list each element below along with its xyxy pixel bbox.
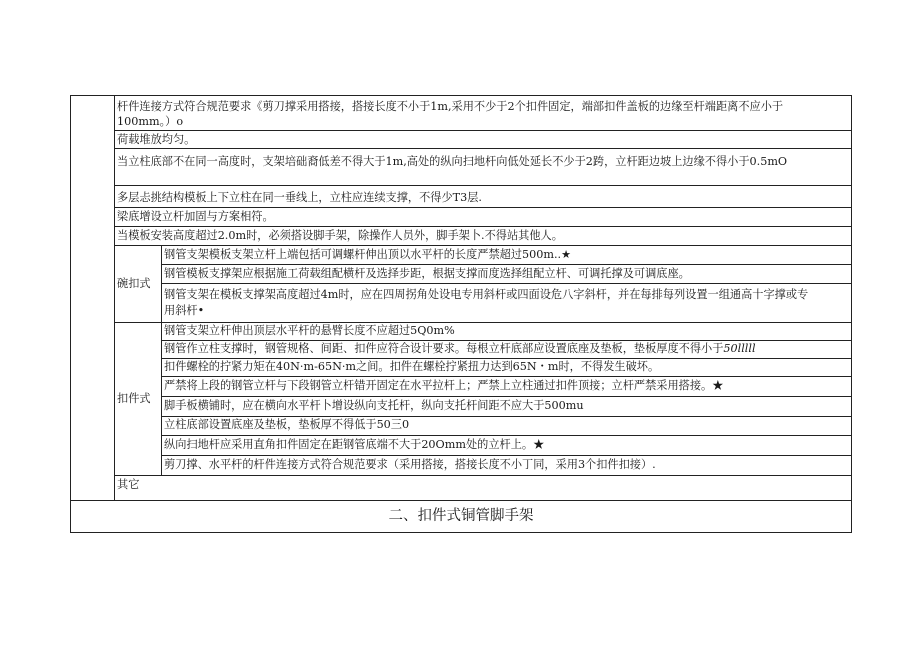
group-divider — [114, 475, 852, 476]
table-row: 钢管模板支撑架应根据施工荷载组配横杆及选择步距，根据支撑而度选择组配立杆、可调托撑及可调底座。 — [164, 267, 690, 280]
group-label-other: 其它 — [117, 478, 140, 491]
table-row: 当模板安装高度超过2.0m时，必须搭设脚手架，除操作人员外，脚手架卜.不得站其他人。 — [117, 229, 563, 242]
table-row: 当立柱底部不在同一高度时，支架培础裔低差不得大于1m,高处的纵向扫地杆向低处延长不少于2跨，立杆距边坡上边缘不得小于0.5mO — [117, 155, 788, 168]
table-col-divider-inner — [161, 245, 162, 475]
section-title: 二、扣件式铜管脚手架 — [388, 508, 534, 524]
row-divider — [114, 130, 852, 131]
row-suffix: 50lllll — [723, 342, 756, 355]
table-row: 钢管支架立杆伸出顶层水平杆的悬臂长度不应超过5Q0m% — [164, 324, 455, 337]
table-row: 钢管支架模板支架立杆上端包括可调螺杆伸出顶以水平杆的长度严禁超过500m..★ — [164, 248, 572, 261]
table-col-divider-left — [114, 95, 115, 501]
table-row: 立柱底部设置底座及垫板，垫板厚不得低于50三0 — [164, 418, 410, 431]
table-row: 多层忐挑结构模板上下立柱在同一垂线上，立柱应连续支撑，不得少T3层. — [117, 191, 482, 204]
table-row: 钢管支架在模板支撑架高度超过4m时，应在四周拐角处设电专用斜杆或四面设危八字斜杆，并在每排每列设置一组通高十字撑或专 — [164, 288, 809, 301]
table-row: 杆件连接方式符合规范要求《剪刀撑采用搭接，搭接长度不小于1m,采用不少于2个扣件固定，端部扣件盖板的边缘至杆端距离不应小于 — [117, 100, 784, 113]
row-divider — [114, 148, 852, 149]
row-divider — [114, 207, 852, 208]
table-row: 剪刀撑、水平杆的杆件连接方式符合规范要求（采用搭接，搭接长度不小丁同，采用3个扣件扣接）. — [164, 458, 656, 471]
group-divider — [114, 322, 852, 323]
table-row: 严禁将上段的钢管立杆与下段钢管立杆错开固定在水平拉杆上；严禁上立柱通过扣件顶接；立杆严禁采用搭接。★ — [164, 379, 724, 392]
row-divider — [161, 340, 852, 341]
group-label-koujian: 扣件式 — [117, 392, 151, 405]
table-row: 扣件螺栓的拧紧力矩在40N·m-65N·m之间。扣件在螺栓拧紧扭力达到65N・m时，不得发生破坏。 — [164, 360, 660, 373]
row-divider — [161, 264, 852, 265]
row-divider — [161, 396, 852, 397]
table-row — [164, 342, 756, 356]
table-row: 纵向扫地杆应采用直角扣件固定在距钢管底端不大于20Omm处的立杆上。★ — [164, 438, 545, 451]
table-row: 梁底增设立杆加固与方案相符。 — [117, 210, 274, 223]
row-divider — [114, 185, 852, 186]
row-divider — [161, 358, 852, 359]
group-label-wankou: 碗扣式 — [117, 277, 151, 290]
row-divider — [161, 455, 852, 456]
row-divider — [161, 416, 852, 417]
row-divider — [161, 283, 852, 284]
table-row: 用斜杆• — [164, 304, 205, 317]
table-row: 脚手板横铺时，应在横向水平杆卜增设纵向支托杆，纵向支托杆间距不应大于500mu — [164, 399, 584, 412]
row-divider — [114, 245, 852, 246]
table-row: 荷载堆放均匀。 — [117, 133, 196, 146]
row-divider — [114, 226, 852, 227]
table-row: 100mm。）o — [117, 115, 184, 128]
row-divider — [161, 435, 852, 436]
row-text: 钢管作立柱支撑时，钢管规格、间距、扣件应符合设计要求。每根立杆底部应设置底座及垫板，垫板厚度不得小于 — [164, 342, 724, 355]
row-divider — [161, 376, 852, 377]
